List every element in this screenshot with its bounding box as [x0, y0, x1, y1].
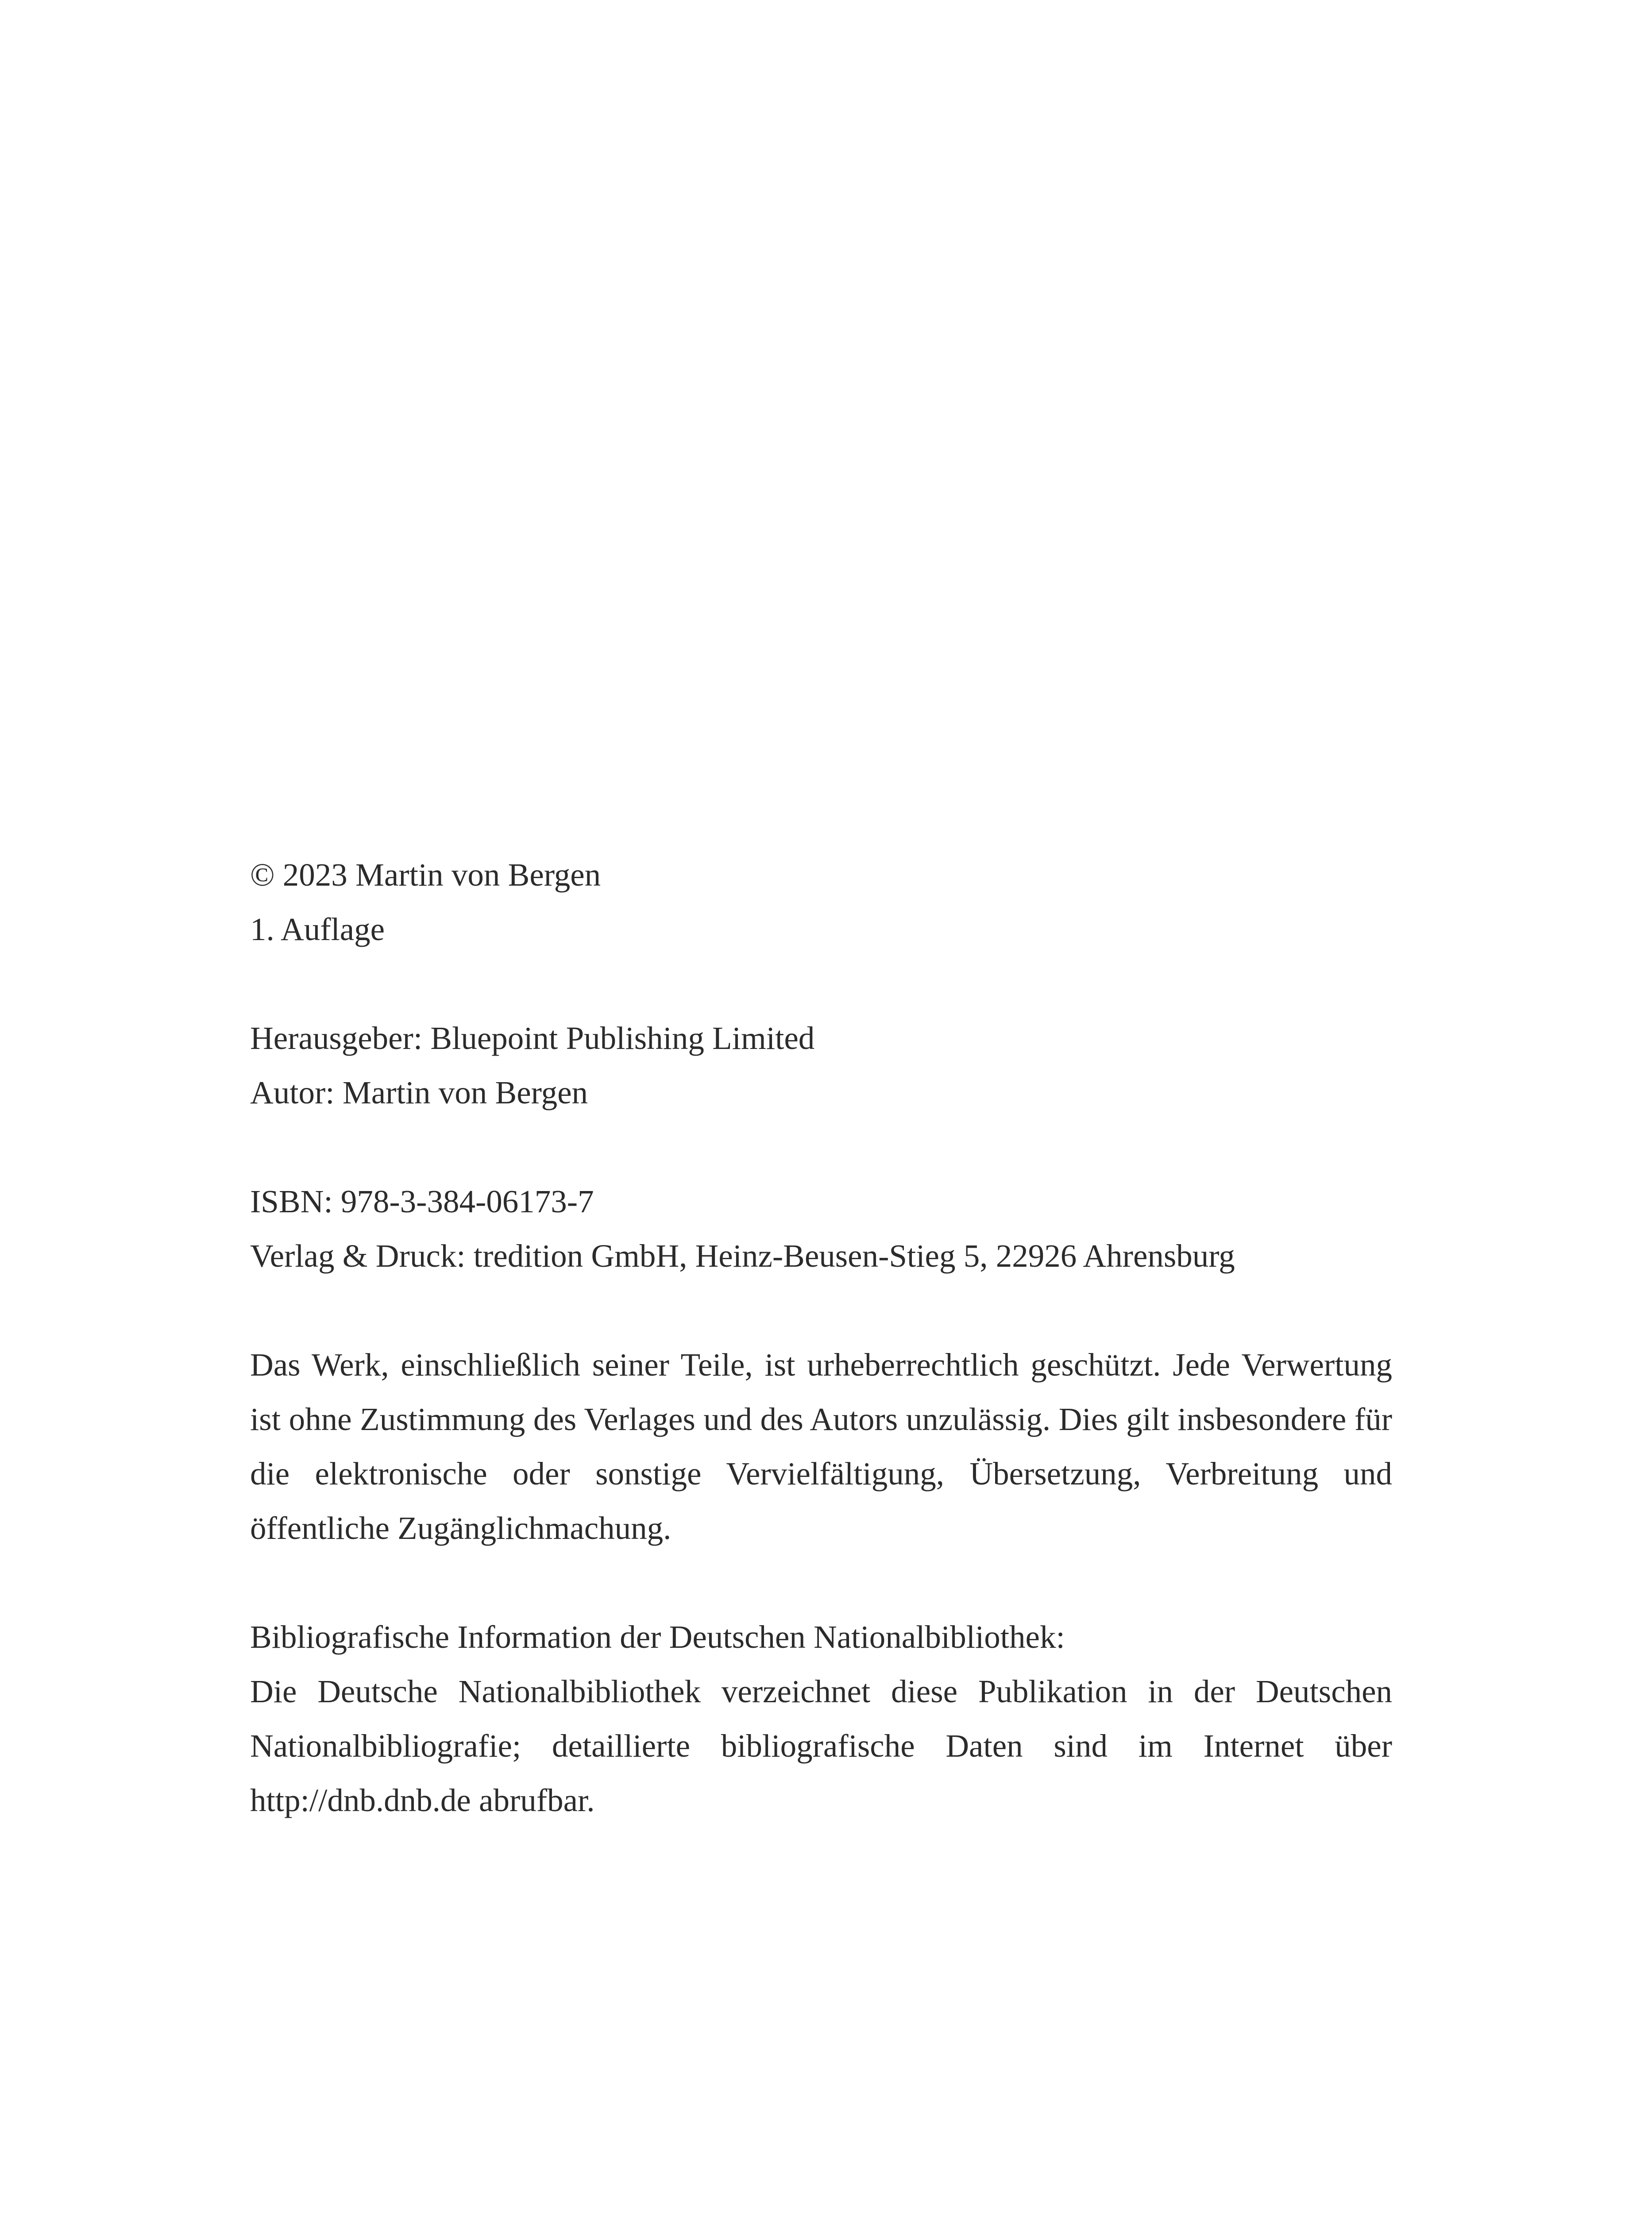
isbn-line: ISBN: 978-3-384-06173-7 — [250, 1184, 594, 1219]
edition-line: 1. Auflage — [250, 911, 385, 947]
bibliography-block — [250, 1610, 1392, 1827]
copyright-line: © 2023 Martin von Bergen — [250, 857, 601, 893]
printer-line: Verlag & Druck: tredition GmbH, Heinz-Beusen-Stieg 5, 22926 Ahrensburg — [250, 1238, 1235, 1274]
editor-line: Herausgeber: Bluepoint Publishing Limited — [250, 1020, 815, 1056]
publisher-block — [250, 1011, 1392, 1120]
copyright-block — [250, 848, 1392, 956]
imprint-page — [250, 848, 1392, 1827]
bibliography-paragraph: Die Deutsche Nationalbibliothek verzeichnet diese Publikation in der Deutschen Nationalbibliografie; detaillierte bibliografische Daten sind im Internet über http://dnb.dnb.de abrufbar. — [250, 1673, 1392, 1818]
bibliography-heading: Bibliografische Information der Deutschen Nationalbibliothek: — [250, 1619, 1065, 1655]
rights-paragraph: Das Werk, einschließlich seiner Teile, ist urheberrechtlich geschützt. Jede Verwertung ist ohne Zustimmung des Verlages und des Autors unzulässig. Dies gilt insbesondere für die elektronische oder sonstige Vervielfältigung, Übersetzung, Verbreitung und öffentliche Zugänglichmachung. — [250, 1347, 1392, 1546]
publication-block — [250, 1174, 1392, 1283]
author-line: Autor: Martin von Bergen — [250, 1075, 588, 1110]
rights-block — [250, 1338, 1392, 1555]
